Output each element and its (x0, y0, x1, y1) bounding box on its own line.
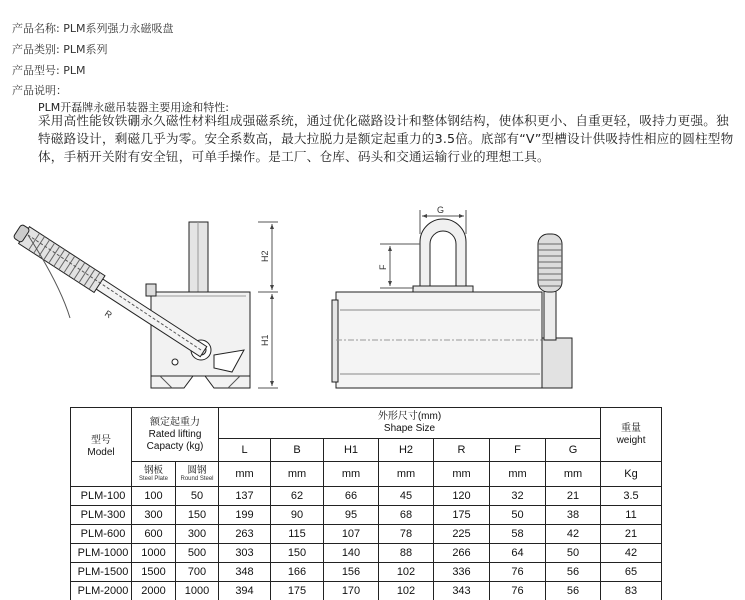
table-row (71, 582, 662, 600)
cell-dim-g: 56 (546, 563, 601, 582)
cell-dim-f: 76 (490, 582, 546, 600)
header-plate-en: Steel Plate (138, 476, 169, 482)
cell-plate: 300 (132, 506, 176, 525)
header-dim-h2: H2 (379, 439, 434, 462)
label-r: R (102, 308, 114, 321)
cell-dim-f: 50 (490, 506, 546, 525)
header-model-en: Model (87, 447, 115, 458)
header-rated-en2: Capacty (kg) (146, 440, 204, 452)
header-plate (132, 462, 176, 487)
cell-dim-g: 56 (546, 582, 601, 600)
meta-value: PLM系列 (63, 43, 108, 56)
meta-product-description (12, 82, 67, 98)
table-row (71, 487, 662, 506)
cell-dim-h2: 88 (379, 544, 434, 563)
meta-product-model (12, 62, 85, 78)
cell-dim-g: 50 (546, 544, 601, 563)
cell-dim-f: 76 (490, 563, 546, 582)
header-rated (132, 408, 219, 462)
header-model (71, 408, 132, 487)
cell-dim-g: 38 (546, 506, 601, 525)
cell-dim-l: 348 (219, 563, 271, 582)
cell-dim-b: 62 (271, 487, 324, 506)
cell-dim-b: 115 (271, 525, 324, 544)
header-shape-zh: 外形尺寸(mm) (377, 411, 442, 422)
cell-plate: 2000 (132, 582, 176, 600)
label-g: G (437, 205, 445, 215)
cell-round: 700 (176, 563, 219, 582)
header-plate-zh: 钢板 (143, 465, 163, 476)
cell-dim-f: 32 (490, 487, 546, 506)
cell-dim-h1: 156 (324, 563, 379, 582)
header-rated-en1: Rated lifting (148, 428, 202, 440)
front-view (332, 210, 572, 388)
unit-f: mm (490, 462, 546, 487)
cell-model: PLM-2000 (71, 582, 132, 600)
cell-weight: 83 (601, 582, 662, 600)
cell-round: 1000 (176, 582, 219, 600)
spec-table-body (71, 487, 662, 600)
header-dim-r: R (434, 439, 490, 462)
table-row (71, 544, 662, 563)
cell-plate: 1500 (132, 563, 176, 582)
cell-dim-b: 90 (271, 506, 324, 525)
cell-weight: 21 (601, 525, 662, 544)
cell-dim-b: 166 (271, 563, 324, 582)
cell-plate: 600 (132, 525, 176, 544)
label-h1: H1 (260, 334, 270, 346)
cell-round: 300 (176, 525, 219, 544)
intro-title: PLM开磊牌永磁吊装器主要用途和特性: (38, 101, 229, 114)
cell-dim-h2: 68 (379, 506, 434, 525)
cell-dim-h1: 95 (324, 506, 379, 525)
cell-dim-g: 21 (546, 487, 601, 506)
meta-value: PLM (63, 64, 86, 77)
meta-label: 产品说明： (12, 84, 67, 97)
header-dim-f: F (490, 439, 546, 462)
cell-dim-h1: 66 (324, 487, 379, 506)
technical-drawing (0, 200, 745, 405)
cell-model: PLM-1500 (71, 563, 132, 582)
header-shape (219, 408, 601, 439)
cell-round: 500 (176, 544, 219, 563)
cell-dim-h1: 140 (324, 544, 379, 563)
cell-plate: 100 (132, 487, 176, 506)
cell-dim-h2: 78 (379, 525, 434, 544)
cell-dim-r: 343 (434, 582, 490, 600)
cell-dim-l: 137 (219, 487, 271, 506)
header-round (176, 462, 219, 487)
meta-product-category (12, 41, 107, 57)
header-dim-l: L (219, 439, 271, 462)
unit-h1: mm (324, 462, 379, 487)
meta-label: 产品类别: (12, 43, 60, 56)
cell-dim-r: 175 (434, 506, 490, 525)
cell-dim-l: 199 (219, 506, 271, 525)
header-round-en: Round Steel (180, 476, 214, 482)
cell-weight: 11 (601, 506, 662, 525)
cell-model: PLM-600 (71, 525, 132, 544)
unit-weight: Kg (601, 462, 662, 487)
table-row (71, 525, 662, 544)
cell-dim-h2: 102 (379, 582, 434, 600)
cell-dim-l: 394 (219, 582, 271, 600)
table-row (71, 506, 662, 525)
cell-dim-r: 120 (434, 487, 490, 506)
cell-dim-h2: 102 (379, 563, 434, 582)
meta-value: PLM系列强力永磁吸盘 (63, 22, 174, 35)
table-row (71, 563, 662, 582)
unit-h2: mm (379, 462, 434, 487)
cell-model: PLM-1000 (71, 544, 132, 563)
header-dim-g: G (546, 439, 601, 462)
cell-dim-b: 150 (271, 544, 324, 563)
header-weight-en: weight (616, 434, 646, 446)
cell-round: 50 (176, 487, 219, 506)
header-round-zh: 圆钢 (187, 465, 207, 476)
intro-body: 采用高性能钕铁硼永久磁性材料组成强磁系统，通过优化磁路设计和整体钢结构，使体积更小、自重更轻，吸持力更强。独特磁路设计，剩磁几乎为零。安全系数高，最大拉脱力是额定起重力的3.5倍。底部有“V”型槽设计供吸持性相应的圆柱型物体，手柄开关附有安全钮，可单手操作。是工厂、仓库、码头和交通运输行业的理想工具。 (38, 113, 734, 164)
label-h2: H2 (260, 250, 270, 262)
meta-product-name (12, 20, 173, 36)
cell-dim-f: 64 (490, 544, 546, 563)
cell-weight: 3.5 (601, 487, 662, 506)
cell-dim-l: 303 (219, 544, 271, 563)
header-weight-zh: 重量 (621, 422, 642, 434)
spec-table (70, 407, 662, 600)
cell-dim-h2: 45 (379, 487, 434, 506)
header-rated-zh: 额定起重力 (150, 416, 200, 428)
unit-l: mm (219, 462, 271, 487)
header-shape-en: Shape Size (383, 423, 436, 434)
cell-dim-h1: 170 (324, 582, 379, 600)
cell-dim-h1: 107 (324, 525, 379, 544)
header-dim-b: B (271, 439, 324, 462)
cell-weight: 42 (601, 544, 662, 563)
label-f: F (378, 264, 388, 270)
side-view (12, 222, 278, 388)
cell-weight: 65 (601, 563, 662, 582)
header-weight (601, 408, 662, 462)
meta-label: 产品名称: (12, 22, 60, 35)
header-dim-h1: H1 (324, 439, 379, 462)
cell-dim-r: 266 (434, 544, 490, 563)
meta-label: 产品型号: (12, 64, 60, 77)
cell-dim-r: 225 (434, 525, 490, 544)
cell-dim-b: 175 (271, 582, 324, 600)
cell-dim-r: 336 (434, 563, 490, 582)
cell-plate: 1000 (132, 544, 176, 563)
unit-r: mm (434, 462, 490, 487)
cell-dim-f: 58 (490, 525, 546, 544)
unit-g: mm (546, 462, 601, 487)
cell-model: PLM-100 (71, 487, 132, 506)
cell-dim-l: 263 (219, 525, 271, 544)
cell-model: PLM-300 (71, 506, 132, 525)
unit-b: mm (271, 462, 324, 487)
cell-dim-g: 42 (546, 525, 601, 544)
header-model-zh: 型号 (91, 435, 111, 446)
cell-round: 150 (176, 506, 219, 525)
